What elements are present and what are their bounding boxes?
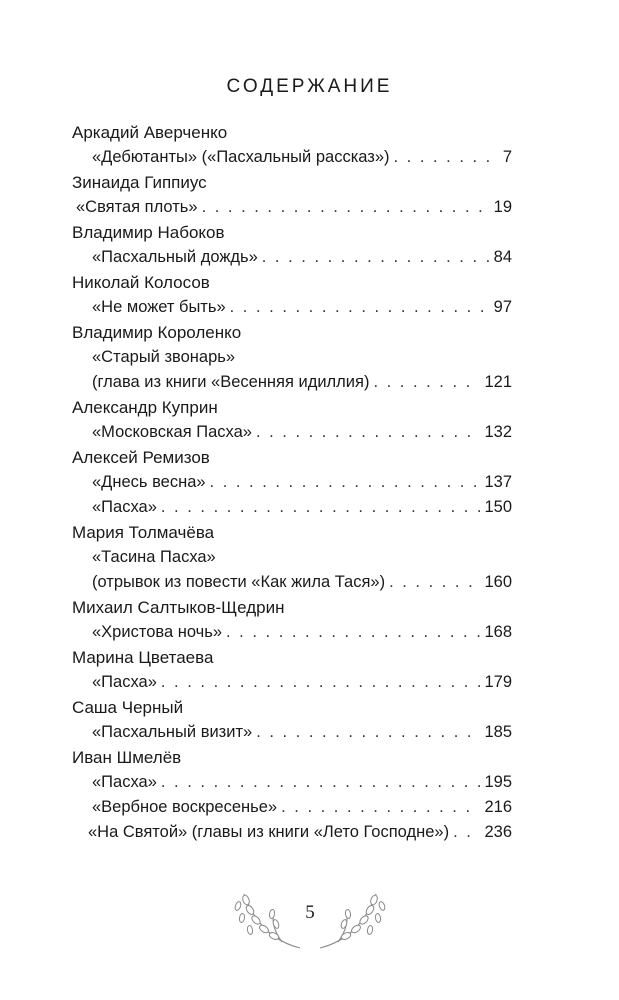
toc-entry-title: «На Святой» (главы из книги «Лето Господне») bbox=[88, 823, 450, 841]
toc-entry-title: «Днесь весна» bbox=[92, 473, 206, 491]
toc-entry-title: «Христова ночь» bbox=[92, 623, 223, 641]
dot-leader bbox=[210, 470, 481, 495]
toc-entry bbox=[72, 145, 512, 170]
toc-entry-title: «Тасина Пасха» bbox=[92, 548, 216, 566]
toc-entry bbox=[72, 570, 512, 595]
toc-author: Иван Шмелёв bbox=[72, 748, 182, 767]
toc-entry bbox=[72, 620, 512, 645]
toc-entry-title: «Пасха» bbox=[92, 498, 157, 516]
toc-author: Владимир Короленко bbox=[72, 323, 242, 342]
dot-leader bbox=[230, 295, 490, 320]
dot-leader bbox=[453, 820, 480, 845]
toc-entry-page: 19 bbox=[493, 198, 512, 216]
toc-entry-title: «Не может быть» bbox=[92, 298, 226, 316]
toc-entry bbox=[72, 295, 512, 320]
toc-entry bbox=[72, 195, 512, 220]
toc-entry-page: 185 bbox=[484, 723, 512, 741]
toc-entry bbox=[72, 720, 512, 745]
toc-author: Алексей Ремизов bbox=[72, 448, 210, 467]
toc-entry-title: «Пасха» bbox=[92, 773, 157, 791]
dot-leader bbox=[161, 770, 481, 795]
toc-entry bbox=[72, 820, 512, 845]
toc-entry bbox=[72, 770, 512, 795]
toc-entry-page: 168 bbox=[484, 623, 512, 641]
toc-author: Николай Колосов bbox=[72, 273, 210, 292]
toc-entry-page: 132 bbox=[484, 423, 512, 441]
toc-entry-title: «Пасха» bbox=[92, 673, 157, 691]
dot-leader bbox=[202, 195, 490, 220]
toc-entry-title: «Вербное воскресенье» bbox=[92, 798, 278, 816]
dot-leader bbox=[373, 370, 480, 395]
toc-entry bbox=[72, 420, 512, 445]
toc-entry bbox=[72, 370, 512, 395]
toc-entry bbox=[72, 495, 512, 520]
toc-entry-title: «Дебютанты» («Пасхальный рассказ») bbox=[92, 148, 390, 166]
dot-leader bbox=[256, 720, 480, 745]
dot-leader bbox=[281, 795, 480, 820]
toc-entry-page: 195 bbox=[484, 773, 512, 791]
toc-author: Мария Толмачёва bbox=[72, 523, 215, 542]
toc-entry-title: (глава из книги «Весенняя идиллия) bbox=[92, 373, 370, 391]
dot-leader bbox=[226, 620, 480, 645]
dot-leader bbox=[256, 420, 481, 445]
toc-entry bbox=[72, 795, 512, 820]
toc-entry-title: (отрывок из повести «Как жила Тася») bbox=[92, 573, 386, 591]
dot-leader bbox=[389, 570, 480, 595]
dot-leader bbox=[161, 495, 481, 520]
toc-entry-page: 84 bbox=[493, 248, 512, 266]
toc-entry-page: 236 bbox=[484, 823, 512, 841]
toc-entry-page: 97 bbox=[493, 298, 512, 316]
toc-entry-page: 137 bbox=[484, 473, 512, 491]
page-footer bbox=[230, 876, 390, 956]
toc-entry-page: 7 bbox=[502, 148, 512, 166]
toc-entry bbox=[72, 470, 512, 495]
toc-entry-title: «Святая плоть» bbox=[76, 198, 198, 216]
toc-author: Аркадий Аверченко bbox=[72, 123, 228, 142]
toc-author: Зинаида Гиппиус bbox=[72, 173, 207, 192]
toc-entry-title: «Пасхальный дождь» bbox=[92, 248, 258, 266]
dot-leader bbox=[262, 245, 490, 270]
toc-entry-title: «Московская Пасха» bbox=[92, 423, 252, 441]
page-title: СОДЕРЖАНИЕ bbox=[226, 76, 393, 97]
toc-entry bbox=[72, 245, 512, 270]
toc-entry-page: 150 bbox=[484, 498, 512, 516]
toc-author: Саша Черный bbox=[72, 698, 184, 717]
toc-entry-page: 160 bbox=[484, 573, 512, 591]
table-of-contents bbox=[72, 120, 512, 845]
toc-author: Александр Куприн bbox=[72, 398, 218, 417]
dot-leader bbox=[394, 145, 499, 170]
toc-author: Михаил Салтыков-Щедрин bbox=[72, 598, 285, 617]
toc-entry-title: «Старый звонарь» bbox=[92, 348, 236, 366]
toc-entry-page: 179 bbox=[484, 673, 512, 691]
dot-leader bbox=[161, 670, 481, 695]
page-number: 5 bbox=[305, 902, 315, 923]
toc-entry-title: «Пасхальный визит» bbox=[92, 723, 253, 741]
toc-entry-page: 216 bbox=[484, 798, 512, 816]
toc-author: Владимир Набоков bbox=[72, 223, 225, 242]
toc-author: Марина Цветаева bbox=[72, 648, 214, 667]
toc-entry-page: 121 bbox=[484, 373, 512, 391]
toc-entry bbox=[72, 670, 512, 695]
